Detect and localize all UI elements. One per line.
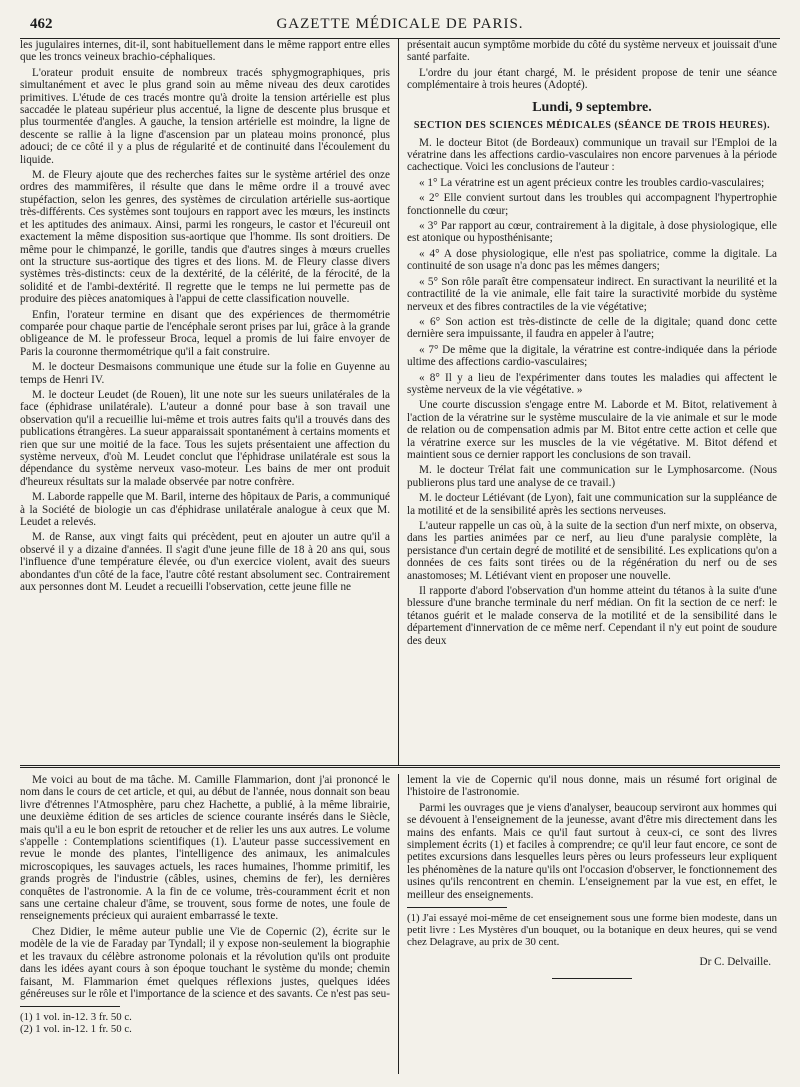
footnote-separator [407, 907, 507, 908]
paragraph: « 4° A dose physiologique, elle n'est pas spoliatrice, comme la digitale. La continuité de son usage n'a donc pas les mêmes dangers; [407, 247, 777, 273]
lower-right-column [398, 774, 777, 1074]
paragraph: « 6° Son action est très-distincte de celle de la digitale; quand donc cette dernière sera impuissante, il faudra en appeler à l'autre; [407, 315, 777, 341]
paragraph: « 7° De même que la digitale, la vératrine est contre-indiquée dans la période ultime des affections cardio-vasculaires; [407, 343, 777, 369]
paragraph: « 1° La vératrine est un agent précieux contre les troubles cardio-vasculaires; [419, 176, 765, 189]
paragraph: « 3° Par rapport au cœur, contrairement à la digitale, à dose physiologique, elle est atonique ou hyposthénisante; [407, 220, 777, 245]
footnote: (1) 1 vol. in-12. 3 fr. 50 c. [20, 1011, 132, 1024]
upper-left-column [20, 39, 398, 765]
paragraph: lement la vie de Copernic qu'il nous donne, mais un résumé fort original de l'histoire de l'astronomie. [407, 774, 777, 799]
footnotes [20, 1011, 390, 1035]
lower-left-column [20, 774, 398, 1074]
page-header [20, 12, 780, 38]
lower-section [20, 768, 780, 1074]
paragraph: M. de Ranse, aux vingt faits qui précèdent, peut en ajouter un autre qu'il a observé il y a dizaine d'années. Il s'agit d'une jeune fille de 18 à 20 ans qui, sous l'influence d'une température élevée, ou d'un exercice violent, avait des sueurs abondantes d'un côté de la face, l'autre côté restant absolument sec. Contrairement aux personnes dont M. Leudet a recueilli l'observation, cette jeune fille ne [20, 531, 390, 594]
page-title: GAZETTE MÉDICALE DE PARIS. [276, 16, 524, 32]
paragraph: M. le docteur Trélat fait une communication sur le Lymphosarcome. (Nous publierons plus tard une analyse de ce travail.) [407, 464, 777, 489]
paragraph: L'orateur produit ensuite de nombreux tracés sphygmographiques, pris simultanément et avec le plus grand soin au même niveau des deux carotides primitives. L'étude de ces tracés montre qu'à droite la tension artérielle est plus saccadée le plateau supérieur plus accentué, la ligne de descente plus brusque et plus tourmentée d'angles. A gauche, la tension artérielle est moindre, la ligne de descente se rallie à la ligne d'ascension par un plateau moins prononcé, plus adouci; de ce côté il y a plus de régularité et de continuité dans l'écoulement du liquide. [20, 66, 390, 166]
paragraph: Enfin, l'orateur termine en disant que des expériences de thermométrie comparée pour chaque partie de l'encéphale seront prises par lui, grâce à la grande obligeance de M. le professeur Broca, lequel a promis de lui faire envoyer de Paris la couronne thermométrique qu'il a fait construire. [20, 308, 390, 358]
paragraph: M. Laborde rappelle que M. Baril, interne des hôpitaux de Paris, a communiqué à la Société de biologie un cas d'éphidrase unilatérale analogue à ceux que M. Leudet a relevés. [20, 491, 390, 529]
end-rule [552, 978, 632, 979]
section-heading: SECTION DES SCIENCES MÉDICALES (SÉANCE DE TROIS HEURES). [413, 119, 771, 131]
paragraph: L'ordre du jour étant chargé, M. le président propose de tenir une séance complémentaire à trois heures (Adopté). [407, 66, 777, 92]
paragraph: Une courte discussion s'engage entre M. Laborde et M. Bitot, relativement à l'action de la vératrine sur le système musculaire de la vie animale et sur le mode de relation ou de compensation admis par M. Bitot entre cette action et celle que la vératrine exerce sur les muscles de la vie végétative. M. Bitot défend et maintient sous ce dernier rapport les conclusions de son travail. [407, 399, 777, 461]
footnotes [407, 912, 777, 948]
paragraph: les jugulaires internes, dit-il, sont habituellement dans le même rapport entre elles que les troncs veineux brachio-céphaliques. [20, 39, 390, 64]
footnote: (2) 1 vol. in-12. 1 fr. 50 c. [20, 1023, 132, 1036]
paragraph: M. le docteur Létiévant (de Lyon), fait une communication sur la suppléance de la motilité et de la sensibilité après les sections nerveuses. [407, 492, 777, 517]
upper-section [20, 39, 780, 765]
paragraph: Chez Didier, le même auteur publie une Vie de Copernic (2), écrite sur le modèle de la vie de Faraday par Tyndall; il y expose non-seulement la biographie et les travaux du célèbre astronome polonais et la révolution qu'ils ont produite dans les idées ayant cours à son époque touchant le système du monde; chemin faisant, M. Flammarion émet quelques réflexions justes, quelques idées généreuses sur le rôle et l'importance de la science et des savants. Ce n'est pas seu- [20, 925, 390, 1000]
paragraph: « 8° Il y a lieu de l'expérimenter dans toutes les maladies qui affectent le système nerveux de la vie végétative. » [407, 371, 777, 396]
paragraph: Me voici au bout de ma tâche. M. Camille Flammarion, dont j'ai prononcé le nom dans le cours de cet article, et qui, au début de l'année, nous donnait son beau livre d'étrennes l'Atmosphère, paru chez Hachette, a publié, à la même librairie, une deuxième édition de ses articles de science courante insérés dans le Siècle, mais qu'il a eu le bon esprit de retoucher et de relier les uns aux autres. Le volume s'appelle : Contemplations scientifiques (1). L'auteur passe successivement en revue le monde des plantes, l'intelligence des animaux, les animalcules microscopiques, les sauvages actuels, les races humaines, l'homme primitif, les grands progrès de l'industrie (câbles, usines, chemins de fer), les dernières conquêtes de l'astronomie. A la fin de ce volume, très-couramment écrit et non sans une certaine chaleur d'âme, se trouvent, sous forme de notes, une foule de renseignements précieux qui auraient embarrassé le texte. [20, 774, 390, 923]
day-heading: Lundi, 9 septembre. [532, 99, 652, 115]
paragraph: M. de Fleury ajoute que des recherches faites sur le système artériel des onze ordres des mammifères, il résulte que dans le même ordre il a trouvé avec stupéfaction, selon les genres, des systèmes de circulation artérielle sus-aortique très-différents. Ces systèmes sont toujours en rapport avec les mœurs, les instincts et les aptitudes des animaux. Ainsi, parmi les rongeurs, le castor et l'écureuil ont exactement la même disposition sus-aortique que l'homme. Ils sont droitiers. De même pour le chimpanzé, le gorille, tandis que d'autres singes à mœurs cruelles ont la structure sus-aortique des tigres et des lions. M. de Fleury classe divers systèmes très-distincts: ceux de la dextérité, de la célérité, de la férocité, de la solidité et de l'ambi-dextérité. Il regrette que le temps ne lui permette pas de produire des pièces anatomiques à l'appui de cette classification nouvelle. [20, 169, 390, 306]
page-number: 462 [30, 16, 53, 32]
signature: Dr C. Delvaille. [699, 956, 771, 969]
paragraph: M. le docteur Bitot (de Bordeaux) communique un travail sur l'Emploi de la vératrine dans les affections cardio-vasculaires non encore parvenues à la période cachectique. Voici les conclusions de l'auteur : [407, 136, 777, 174]
paragraph: M. le docteur Desmaisons communique une étude sur la folie en Guyenne au temps de Henri IV. [20, 361, 390, 386]
upper-right-column [398, 39, 777, 765]
paragraph: Parmi les ouvrages que je viens d'analyser, beaucoup serviront aux hommes qui se dévouent à l'enseignement de la jeunesse, avant d'être mis directement dans les mains des enfants. Mais ce qu'il faut surtout à ceux-ci, ce sont des livres simplement écrits (1) et faciles à comprendre; ce qu'il leur faut encore, ce sont de petites excursions dans lesquelles leurs pères ou leurs professeurs leur expliquent les phénomènes de la nature qu'ils ont l'occasion d'observer, le fonctionnement des usines qu'ils rencontrent en chemin. L'enseignement par la vue est, en effet, le meilleur des enseignements. [407, 801, 777, 901]
paragraph: « 2° Elle convient surtout dans les troubles qui accompagnent l'hypertrophie fonctionnelle du cœur; [407, 192, 777, 217]
paragraph: L'auteur rappelle un cas où, à la suite de la section d'un nerf mixte, on observa, dans les parties animées par ce nerf, au lieu d'une paralysie complète, la persistance d'un certain degré de motilité et de sensibilité. Les explications qu'on a données de ces faits sont tirées ou de la régénération du nerf ou de ses anastomoses; M. Létiévant vient en proposer une nouvelle. [407, 520, 777, 582]
footnote: (1) J'ai essayé moi-même de cet enseignement sous une forme bien modeste, dans un petit livre : Les Mystères d'un bouquet, ou la botanique en deux heures, qui se vend chez Delagrave, au prix de 30 cent. [407, 912, 777, 949]
paragraph: présentait aucun symptôme morbide du côté du système nerveux et jouissait d'une santé parfaite. [407, 39, 777, 64]
paragraph: Il rapporte d'abord l'observation d'un homme atteint du tétanos à la suite d'une blessure d'une branche terminale du nerf médian. On fit la section de ce nerf: le tétanos guérit et le malade conserva de la motilité et de la sensibilité dans le département d'innervation de ce même nerf. Cependant il n'y eut point de soudure des deux [407, 585, 777, 647]
paragraph: M. le docteur Leudet (de Rouen), lit une note sur les sueurs unilatérales de la face (éphidrase unilatérale). L'auteur a donné pour base à son travail une observation qu'il a recueillie lui-même et trois autres faits qu'il a trouvés dans des publications étrangères. La sueur apparaissait spontanément à certains moments et rien que sur une moitié de la face. Tous les sujets présentaient une affection du système nerveux, d'où M. Leudet conclut que l'éphidrase unilatérale est sous la dépendance du système nerveux vaso-moteur. Les bains de mer ont produit d'heureux résultats sur la malade observée par notre confrère. [20, 388, 390, 488]
footnote-separator [20, 1006, 120, 1007]
paragraph: « 5° Son rôle paraît être compensateur indirect. En suractivant la neurilité et la contractilité de la vie animale, elle fait taire la suractivité morbide du système nerveux et des fibres contractiles de la vie végétative; [407, 275, 777, 313]
